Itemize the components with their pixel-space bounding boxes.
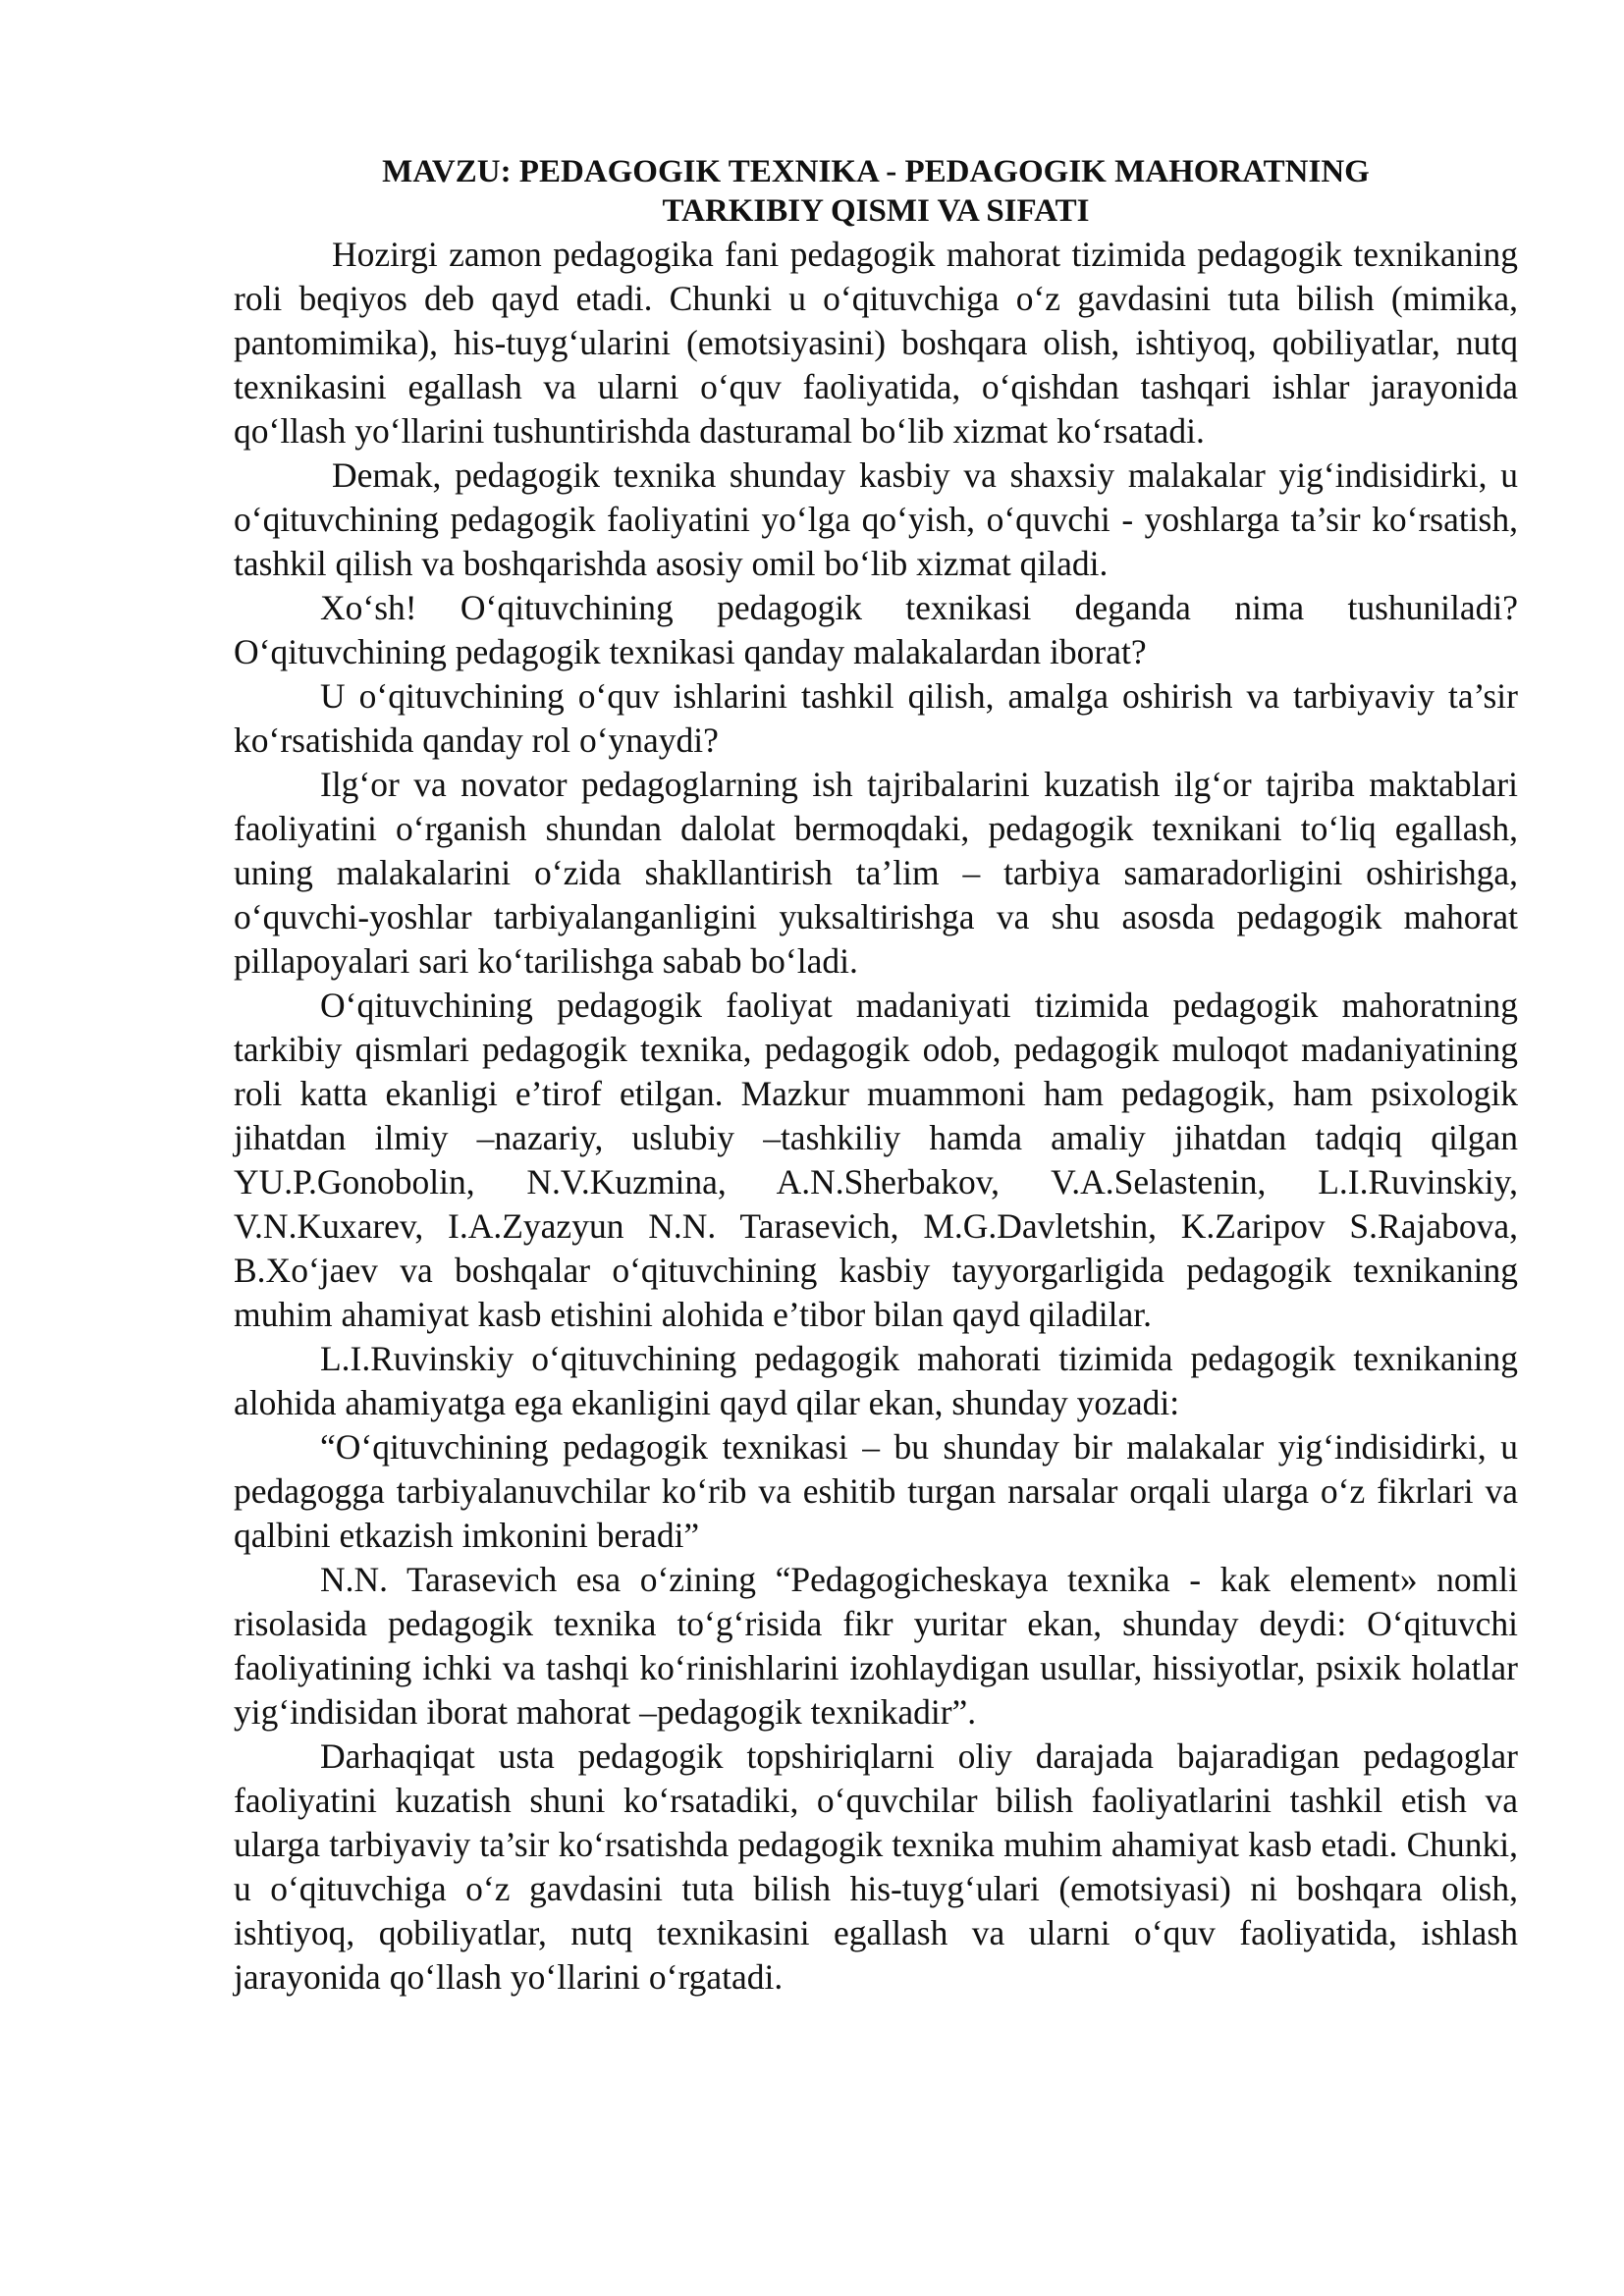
paragraph-8: “O‘qituvchining pedagogik texnikasi – bu shunday bir malakalar yig‘indisidirki, u pedagogga tarbiyalanuvchilar ko‘rib va eshitib turgan narsalar orqali ularga o‘z fikrlari va qalbini etkazish imkonini beradi” xyxy=(234,1427,1518,1555)
paragraph-3: Xo‘sh! O‘qituvchining pedagogik texnikasi deganda nima tushuniladi? O‘qituvchining pedagogik texnikasi qanday malakalardan iborat? xyxy=(234,588,1518,671)
paragraph-10: Darhaqiqat usta pedagogik topshiriqlarni oliy darajada bajaradigan pedagoglar faoliyatini kuzatish shuni ko‘rsatadiki, o‘quvchilar bilish faoliyatlarini tashkil etish va ularga tarbiyaviy ta’sir ko‘rsatishda pedagogik texnika muhim ahamiyat kasb etadi. Chunki, u o‘qituvchiga o‘z gavdasini tuta bilish his-tuyg‘ulari (emotsiyasi) ni boshqara olish, ishtiyoq, qobiliyatlar, nutq texnikasini egallash va ularni o‘quv faoliyatida, ishlash jarayonida qo‘llash yo‘llarini o‘rgatadi. xyxy=(234,1736,1518,1997)
document-page xyxy=(234,152,1518,2000)
paragraph-7: L.I.Ruvinskiy o‘qituvchining pedagogik mahorati tizimida pedagogik texnikaning alohida ahamiyatga ega ekanligini qayd qilar ekan, shunday yozadi: xyxy=(234,1339,1518,1422)
paragraph-2: Demak, pedagogik texnika shunday kasbiy va shaxsiy malakalar yig‘indisidirki, u o‘qituvchining pedagogik faoliyatini yo‘lga qo‘yish, o‘quvchi - yoshlarga ta’sir ko‘rsatish, tashkil qilish va boshqarishda asosiy omil bo‘lib xizmat qiladi. xyxy=(234,455,1518,583)
paragraph-6: O‘qituvchining pedagogik faoliyat madaniyati tizimida pedagogik mahoratning tarkibiy qismlari pedagogik texnika, pedagogik odob, pedagogik muloqot madaniyatining roli katta ekanligi e’tirof etilgan. Mazkur muammoni ham pedagogik, ham psixologik jihatdan ilmiy –nazariy, uslubiy –tashkiliy hamda amaliy jihatdan tadqiq qilgan YU.P.Gonobolin, N.V.Kuzmina, A.N.Sherbakov, V.A.Selastenin, L.I.Ruvinskiy, V.N.Kuxarev, I.A.Zyazyun N.N. Tarasevich, M.G.Davletshin, K.Zaripov S.Rajabova, B.Xo‘jaev va boshqalar o‘qituvchining kasbiy tayyorgarligida pedagogik texnikaning muhim ahamiyat kasb etishini alohida e’tibor bilan qayd qiladilar. xyxy=(234,986,1518,1334)
paragraph-1: Hozirgi zamon pedagogika fani pedagogik mahorat tizimida pedagogik texnikaning roli beqiyos deb qayd etadi. Chunki u o‘qituvchiga o‘z gavdasini tuta bilish (mimika, pantomimika), his-tuyg‘ularini (emotsiyasini) boshqara olish, ishtiyoq, qobiliyatlar, nutq texnikasini egallash va ularni o‘quv faoliyatida, o‘qishdan tashqari ishlar jarayonida qo‘llash yo‘llarini tushuntirishda dasturamal bo‘lib xizmat ko‘rsatadi. xyxy=(234,235,1518,451)
document-title xyxy=(234,152,1518,231)
title-line-2: TARKIBIY QISMI VA SIFATI xyxy=(662,193,1090,229)
paragraph-9: N.N. Tarasevich esa o‘zining “Pedagogicheskaya texnika - kak element» nomli risolasida pedagogik texnika to‘g‘risida fikr yuritar ekan, shunday deydi: O‘qituvchi faoliyatining ichki va tashqi ko‘rinishlarini izohlaydigan usullar, hissiyotlar, psixik holatlar yig‘indisidan iborat mahorat –pedagogik texnikadir”. xyxy=(234,1560,1518,1732)
title-line-1: MAVZU: PEDAGOGIK TEXNIKA - PEDAGOGIK MAHORATNING xyxy=(382,154,1370,189)
paragraph-5: Ilg‘or va novator pedagoglarning ish tajribalarini kuzatish ilg‘or tajriba maktablari faoliyatini o‘rganish shundan dalolat bermoqdaki, pedagogik texnikani to‘liq egallash, uning malakalarini o‘zida shakllantirish ta’lim – tarbiya samaradorligini oshirishga, o‘quvchi-yoshlar tarbiyalanganligini yuksaltirishga va shu asosda pedagogik mahorat pillapoyalari sari ko‘tarilishga sabab bo‘ladi. xyxy=(234,765,1518,981)
paragraph-4: U o‘qituvchining o‘quv ishlarini tashkil qilish, amalga oshirish va tarbiyaviy ta’sir ko‘rsatishida qanday rol o‘ynaydi? xyxy=(234,676,1518,760)
